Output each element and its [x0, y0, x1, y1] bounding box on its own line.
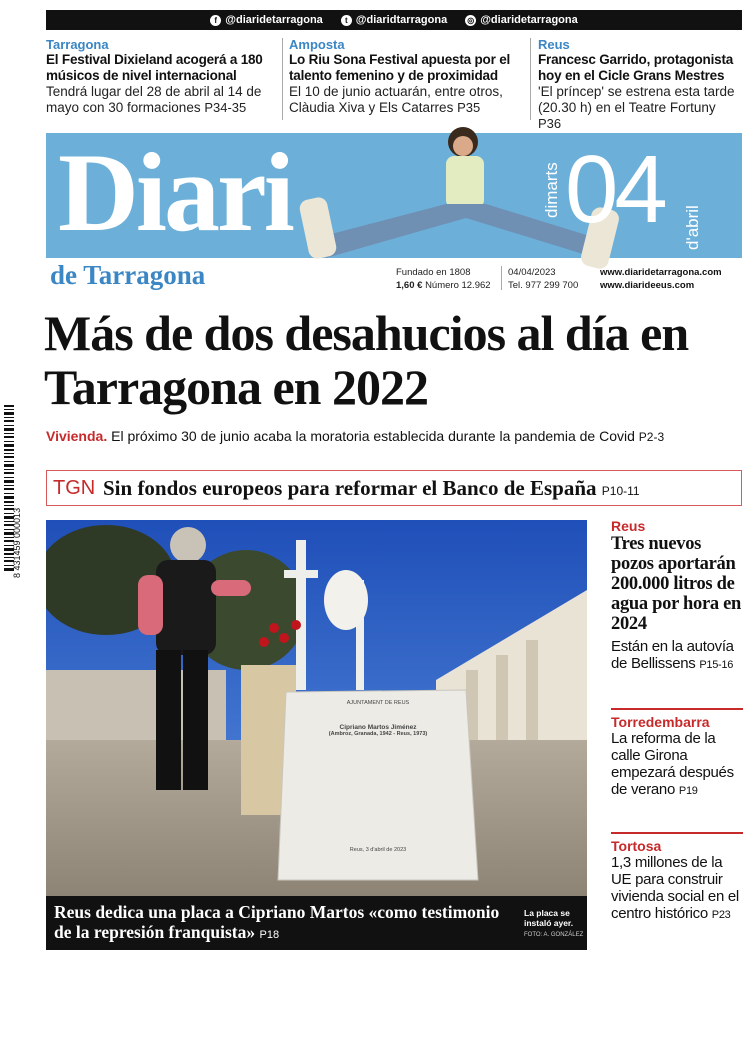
date: 04/04/2023 [508, 267, 556, 278]
photo-note: La placa se instaló ayer. [524, 908, 574, 928]
facebook-handle: @diaridetarragona [225, 14, 323, 26]
date-info [508, 266, 578, 292]
tgn-headline: Sin fondos europeos para reformar el Banco de España P10-11 [103, 476, 640, 500]
story-headline: Tres nuevos pozos aportarán 200.000 litros de agua por hora en 2024 [611, 534, 742, 634]
divider [282, 38, 283, 120]
sub-logo: de Tarragona [50, 260, 206, 290]
teaser-text: 'El príncep' se estrena esta tarde (20.30 h) en el Teatre Fortuny [538, 84, 735, 115]
story-text: Están en la autovía de Bellissens [611, 638, 734, 672]
tgn-story[interactable] [46, 470, 742, 506]
story-section: Tortosa [611, 838, 662, 854]
sidebar-story-tortosa[interactable] [611, 832, 743, 924]
story-section: Reus [611, 518, 646, 534]
page-ref: P10-11 [601, 484, 640, 498]
edition-info [396, 266, 491, 292]
founded: Fundado en 1808 [396, 267, 471, 278]
plaque-title: AJUNTAMENT DE REUS [346, 700, 410, 706]
photo-headline: Reus dedica una placa a Cipriano Martos «como testimonio de la represión franquista» P18 [54, 902, 500, 942]
tgn-label: TGN [53, 477, 96, 499]
sidebar-story-reus[interactable] [611, 518, 743, 674]
barcode-number: 8 431459 000013 [12, 507, 22, 578]
price: 1,60 € [396, 280, 423, 291]
websites [600, 266, 722, 292]
plaque-name: Cipriano Martos Jiménez [339, 724, 417, 731]
instagram-link[interactable] [465, 14, 578, 26]
facebook-icon: f [210, 15, 221, 26]
teaser-text: Tendrá lugar del 28 de abril al 14 de mayo con 30 formaciones [46, 84, 262, 115]
social-bar [46, 10, 742, 30]
page-ref: P2-3 [638, 430, 665, 444]
story-section: Torredembarra [611, 714, 710, 730]
kicker: Vivienda. [46, 428, 108, 444]
main-summary [46, 428, 746, 444]
teaser-headline: El Festival Dixieland acogerá a 180 músicos de nivel internacional [46, 52, 263, 83]
twitter-icon: t [341, 15, 352, 26]
photo-credit: FOTO: A. GONZÁLEZ [524, 932, 584, 938]
main-headline[interactable]: Más de dos desahucios al día en Tarragona en 2022 [44, 305, 689, 415]
story-text: 1,3 millones de la UE para construir vivienda social en el centro histórico [611, 854, 739, 922]
plaque-subtitle: (Ambroz, Granada, 1942 - Reus, 1973) [328, 731, 428, 737]
teaser-section: Reus [538, 37, 570, 52]
teaser-1[interactable] [46, 37, 276, 116]
page-ref: P18 [259, 929, 280, 941]
page-ref: P15-16 [699, 659, 734, 671]
instagram-handle: @diaridetarragona [480, 14, 578, 26]
teaser-section: Tarragona [46, 37, 109, 52]
website-link[interactable]: www.diarideeus.com [600, 280, 695, 291]
plaque [290, 700, 466, 853]
teaser-2[interactable] [289, 37, 521, 116]
page-ref: P23 [711, 909, 731, 921]
section-rule [611, 832, 743, 834]
instagram-icon: ◎ [465, 15, 476, 26]
twitter-handle: @diaridtarragona [355, 14, 448, 26]
day-number: 04 [565, 136, 664, 243]
section-rule [611, 708, 743, 710]
sidebar-story-torredembarra[interactable] [611, 708, 743, 800]
month: d'abril [683, 205, 702, 250]
facebook-link[interactable] [210, 14, 323, 26]
page-ref: P19 [678, 785, 698, 797]
teaser-page: P36 [538, 116, 562, 131]
teaser-page: P34-35 [204, 100, 247, 115]
plaque-date: Reus, 3 d'abril de 2023 [349, 847, 407, 853]
divider [530, 38, 531, 120]
newspaper-logo[interactable]: Diari [58, 131, 292, 255]
summary-text: El próximo 30 de junio acaba la moratoria establecida durante la pandemia de Covid [111, 428, 635, 444]
teaser-headline: Francesc Garrido, protagonista hoy en el Cicle Grans Mestres [538, 52, 734, 83]
phone: Tel. 977 299 700 [508, 280, 579, 291]
weekday: dimarts [542, 162, 561, 218]
twitter-link[interactable] [341, 14, 447, 26]
teaser-headline: Lo Riu Sona Festival apuesta por el talento femenino y de proximidad [289, 52, 511, 83]
teaser-text: El 10 de junio actuarán, entre otros, Clàudia Xiva y Els Catarres [289, 84, 503, 115]
website-link[interactable]: www.diaridetarragona.com [600, 267, 722, 278]
issue-number: Número 12.962 [425, 280, 491, 291]
teaser-page: P35 [457, 100, 481, 115]
photo-caption[interactable] [46, 896, 587, 950]
divider [501, 266, 502, 290]
story-text: La reforma de la calle Girona empezará después de verano [611, 730, 734, 798]
teaser-section: Amposta [289, 37, 345, 52]
